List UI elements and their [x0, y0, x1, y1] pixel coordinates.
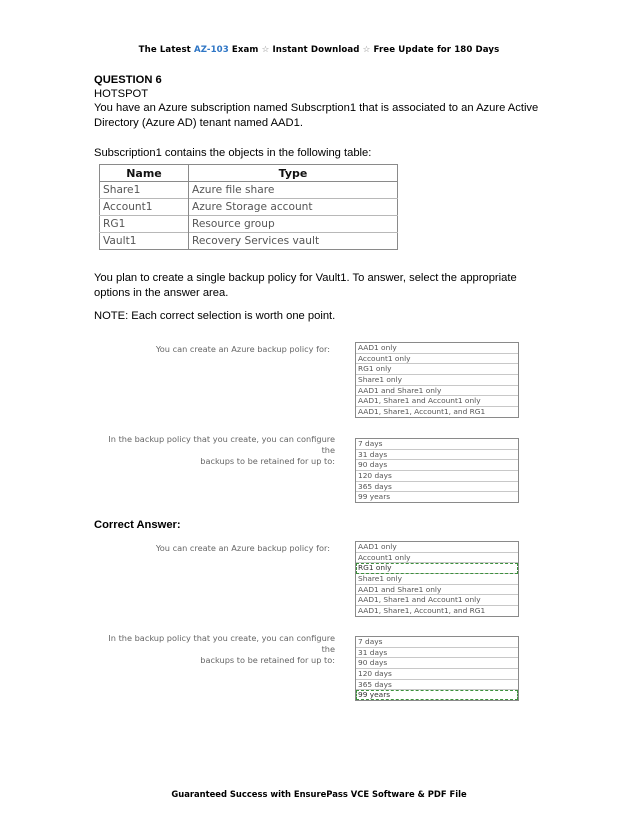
table-cell: Share1 [100, 182, 189, 199]
dropdown-option: AAD1 and Share1 only [356, 585, 518, 596]
backup-policy-scope-label: You can create an Azure backup policy for: [155, 344, 330, 354]
dropdown-option[interactable]: AAD1, Share1 and Account1 only [356, 396, 518, 407]
answer-retention-dropdown [355, 636, 519, 701]
table-header-type: Type [189, 165, 398, 182]
dropdown-option[interactable]: AAD1 and Share1 only [356, 386, 518, 397]
dropdown-option[interactable]: Account1 only [356, 354, 518, 365]
dropdown-option[interactable]: 365 days [356, 482, 518, 493]
answer-scope-dropdown [355, 541, 519, 617]
dropdown-option: 7 days [356, 637, 518, 648]
star-icon: ☆ [362, 45, 371, 55]
dropdown-option[interactable]: 90 days [356, 460, 518, 471]
retention-label-line-1: In the backup policy that you create, you can configure the [108, 434, 335, 455]
table-row [100, 199, 398, 216]
retention-label-line-2: backups to be retained for up to: [200, 655, 335, 665]
header-exam-code: AZ-103 [193, 45, 229, 55]
correct-answer-label: Correct Answer: [94, 519, 181, 531]
dropdown-option: 365 days [356, 680, 518, 691]
dropdown-option: Share1 only [356, 574, 518, 585]
selected-option: 99 years [356, 690, 518, 700]
header-text: Free Update for 180 Days [370, 45, 500, 55]
dropdown-option[interactable]: AAD1, Share1, Account1, and RG1 [358, 407, 486, 417]
question-type: HOTSPOT [94, 88, 149, 100]
star-icon: ☆ [261, 45, 270, 55]
dropdown-option: Account1 only [356, 553, 518, 564]
objects-table [99, 164, 398, 250]
dropdown-option: AAD1, Share1, Account1, and RG1 [358, 606, 486, 616]
page-header [0, 45, 638, 55]
answer-scope-label: You can create an Azure backup policy for: [155, 543, 330, 553]
question-title: QUESTION 6 [94, 74, 162, 86]
retention-dropdown[interactable] [355, 438, 519, 503]
backup-policy-scope-dropdown[interactable] [355, 342, 519, 418]
retention-label [95, 434, 335, 467]
dropdown-option[interactable]: 31 days [356, 450, 518, 461]
dropdown-option[interactable]: AAD1 only [356, 343, 518, 354]
dropdown-option[interactable]: 120 days [356, 471, 518, 482]
dropdown-option: 90 days [356, 658, 518, 669]
header-text: The Latest [138, 45, 194, 55]
table-cell: Account1 [100, 199, 189, 216]
dropdown-option[interactable]: Share1 only [356, 375, 518, 386]
header-text: Instant Download [269, 45, 363, 55]
question-paragraph-4: NOTE: Each correct selection is worth one point. [94, 310, 336, 322]
retention-label-line-2: backups to be retained for up to: [200, 456, 335, 466]
dropdown-option: 31 days [356, 648, 518, 659]
table-cell: Resource group [189, 216, 398, 233]
question-paragraph-2: Subscription1 contains the objects in the following table: [94, 147, 372, 159]
dropdown-option[interactable]: 7 days [356, 439, 518, 450]
question-paragraph-1: You have an Azure subscription named Subscrption1 that is associated to an Azure Active Directory (Azure AD) tenant named AAD1. [94, 102, 539, 129]
table-cell: Azure file share [189, 182, 398, 199]
retention-label-line-1: In the backup policy that you create, you can configure the [108, 633, 335, 654]
header-text: Exam [228, 45, 262, 55]
table-cell: Vault1 [100, 233, 189, 250]
answer-retention-label [95, 633, 335, 666]
table-header-name: Name [100, 165, 189, 182]
question-paragraph-3: You plan to create a single backup policy for Vault1. To answer, select the appropriate options in the answer area. [94, 272, 517, 299]
table-cell: Azure Storage account [189, 199, 398, 216]
table-row [100, 216, 398, 233]
table-row [100, 233, 398, 250]
dropdown-option[interactable]: 99 years [358, 492, 391, 502]
dropdown-option: 120 days [356, 669, 518, 680]
dropdown-option: AAD1 only [356, 542, 518, 553]
table-header-row [100, 165, 398, 182]
dropdown-option[interactable]: RG1 only [356, 364, 518, 375]
selected-option: RG1 only [356, 563, 518, 574]
table-cell: RG1 [100, 216, 189, 233]
table-cell: Recovery Services vault [189, 233, 398, 250]
table-row [100, 182, 398, 199]
dropdown-option: AAD1, Share1 and Account1 only [356, 595, 518, 606]
page-footer: Guaranteed Success with EnsurePass VCE Software & PDF File [171, 789, 467, 799]
